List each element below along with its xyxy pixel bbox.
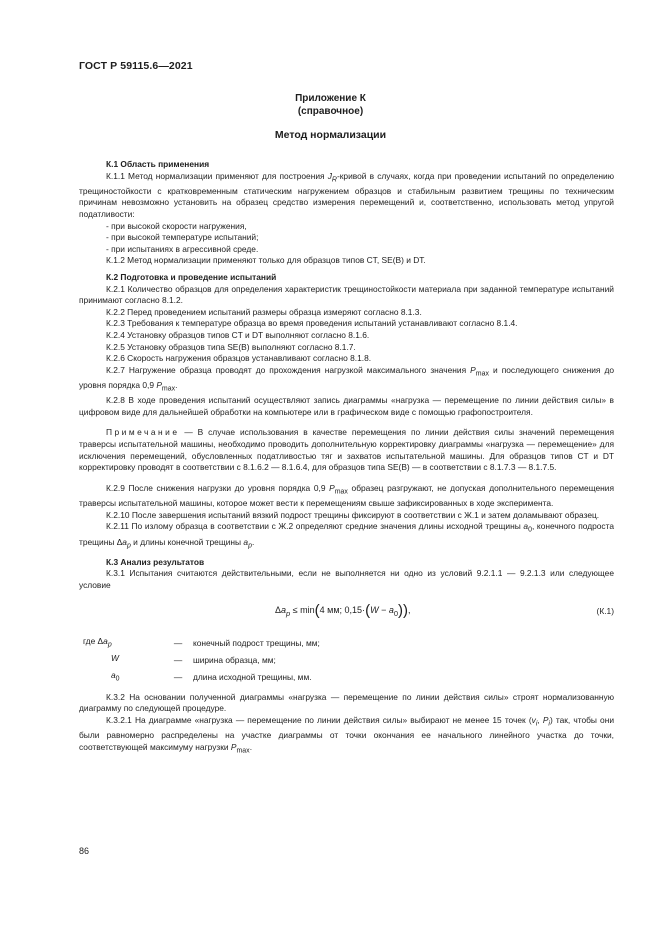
- document-body: [79, 159, 614, 757]
- section-k3-title: К.3 Анализ результатов: [106, 556, 205, 567]
- where-row: $a_0$ — длина исходной трещины, мм.: [111, 670, 312, 684]
- appendix-status: (справочное): [297, 106, 364, 117]
- where-list: [83, 636, 320, 687]
- paragraph-k3-2-1: К.3.2.1 На диаграмме «нагрузка — перемещение по линии действия силы» выбирают не менее 15 точек ($v_i$, $P_i$) так, чтобы они были равномерно распределены на участке диаграммы от точки окончания ее начального линейного участка до точки, соответствующей максимуму нагрузки $P_{max}$.: [79, 714, 615, 755]
- paragraph-k2-7: К.2.7 Нагружение образца проводят до прохождения нагрузкой максимального значения $P_{max}$ и последующего снижения до уровня порядка 0,9 $P_{max}$.: [79, 364, 614, 393]
- formula-expression: $\Delta a_p \le \min(4$ мм; $0,15\cdot(W - a_0)$),: [275, 601, 411, 619]
- paragraph-k2-2: К.2.2 Перед проведением испытаний размеры образца измеряют согласно 8.1.3.: [106, 306, 422, 317]
- paragraph-k2-6: К.2.6 Скорость нагружения образцов устанавливают согласно 8.1.8.: [106, 353, 372, 364]
- paragraph-k3-2: К.3.2 На основании полученной диаграммы «нагрузка — перемещение по линии действия силы» строят нормализованную диаграмму по следующей процедуре.: [79, 691, 614, 714]
- paragraph-k2-11: К.2.11 По излому образца в соответствии с Ж.2 определяют средние значения длины исходной трещины $a_0$, конечного подроста трещины $\Delta a_p$ и длины конечной трещины $a_p$.: [79, 521, 614, 550]
- standard-number: ГОСТ Р 59115.6—2021: [79, 60, 193, 72]
- note-label: Примечание: [106, 427, 180, 438]
- paragraph-k2-10: К.2.10 После завершения испытаний вязкий подрост трещины фиксируют в соответствии с Ж.1 и затем доламывают образец.: [106, 509, 600, 520]
- formula-k1: [79, 602, 614, 624]
- paragraph-k1-2: К.1.2 Метод нормализации применяют только для образцов типов CT, SE(B) и DT.: [106, 255, 426, 266]
- paragraph-k2-4: К.2.4 Установку образцов типов CT и DT выполняют согласно 8.1.6.: [106, 329, 370, 340]
- paragraph-k1-1: К.1.1 Метод нормализации применяют для построения $J_R$-кривой в случаях, когда при проведении испытаний по определению трещиностойкости с кратковременным статическим нагружением образцов и стабильным развитием трещины по техническим причинам невозможно установить на образец средство измерения перемещений и, соответственно, использовать метод упругой податливости:: [79, 170, 614, 220]
- appendix-heading: [0, 92, 661, 118]
- formula-number: (К.1): [596, 605, 614, 616]
- where-row: W — ширина образца, мм;: [111, 653, 276, 666]
- appendix-name: Метод нормализации: [274, 129, 387, 141]
- list-item: - при высокой скорости нагружения,: [106, 220, 247, 231]
- paragraph-k2-3: К.2.3 Требования к температуре образца во время проведения испытаний устанавливают согласно 8.1.4.: [106, 318, 518, 329]
- where-row: где $\Delta a_p$ — конечный подрост трещины, мм;: [83, 636, 320, 650]
- paragraph-k2-9: К.2.9 После снижения нагрузки до уровня порядка 0,9 $P_{max}$ образец разгружают, не допуская дополнительного перемещения траверсы испытательной машины, которое может вести к перемещениям свыше зафиксированных в ходе эксперимента.: [79, 482, 615, 509]
- paragraph-k2-1: К.2.1 Количество образцов для определения характеристик трещиностойкости материала при заданной температуре испытаний принимают согласно 8.1.2.: [79, 283, 614, 306]
- paragraph-k2-8: К.2.8 В ходе проведения испытаний осуществляют запись диаграммы «нагрузка — перемещение по линии действия силы» в цифровом виде для дальнейшей обработки на компьютере или в графическом виде с помощью графопостроителя.: [79, 395, 614, 417]
- page-number: 86: [79, 846, 90, 856]
- appendix-title: Приложение К: [295, 93, 366, 104]
- note-paragraph: Примечание — В случае использования в качестве перемещения по линии действия силы значений перемещения траверсы испытательной машины, необходимо проводить дополнительную корректировку диаграммы «нагрузка — перемещение» для исключения перемещений, обусловленных податливостью тяг и захватов испытательной машины. Для образцов типов CT и DT корректировку проводят в соответствии с 8.1.6.2 — 8.1.6.4, для образцов типа SE(B) — в соответствии с 8.1.7.3 — 8.1.7.5.: [79, 427, 614, 473]
- paragraph-k2-5: К.2.5 Установку образцов типа SE(B) выполняют согласно 8.1.7.: [106, 341, 356, 352]
- list-item: - при высокой температуре испытаний;: [106, 232, 259, 243]
- paragraph-k3-1: К.3.1 Испытания считаются действительными, если не выполняется ни одно из условий 9.2.1.1 — 9.2.1.3 или следующее условие: [79, 568, 614, 591]
- section-k1-title: К.1 Область применения: [106, 159, 210, 169]
- list-item: - при испытаниях в агрессивной среде.: [106, 243, 259, 254]
- section-k2-title: К.2 Подготовка и проведение испытаний: [106, 272, 277, 283]
